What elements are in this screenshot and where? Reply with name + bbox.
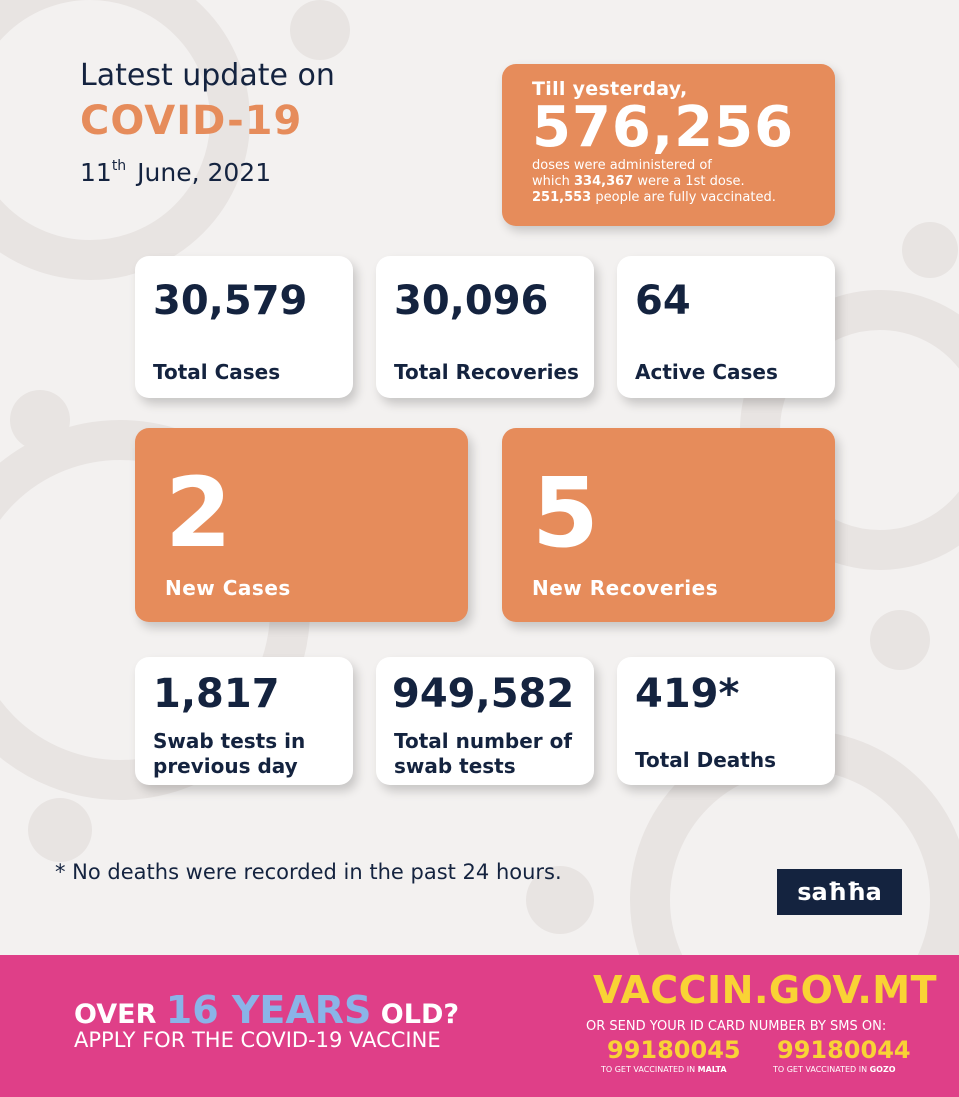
vaccination-line2-post: were a 1st dose. — [637, 174, 745, 189]
swab-total-label — [394, 729, 572, 779]
swab-total-value: 949,582 — [392, 671, 575, 717]
swab-prev-day-value: 1,817 — [153, 671, 280, 717]
active-cases-value: 64 — [635, 278, 691, 324]
banner-old: OLD? — [380, 999, 460, 1030]
date-suffix: th — [111, 158, 127, 174]
new-cases-card — [135, 428, 468, 622]
first-doses: 334,367 — [574, 174, 634, 189]
phone-malta-caption — [601, 1065, 727, 1074]
vaccine-site-link[interactable]: VACCIN.GOV.MT — [593, 968, 938, 1012]
gozo-caption-place: GOZO — [869, 1065, 896, 1074]
new-recoveries-card — [502, 428, 835, 622]
sahha-logo: saħħa — [777, 869, 902, 915]
banner-apply: APPLY FOR THE COVID-19 VACCINE — [74, 1028, 441, 1052]
total-recoveries-card — [376, 256, 594, 398]
swab-total-label-2: swab tests — [394, 754, 516, 778]
banner-sms-instructions: OR SEND YOUR ID CARD NUMBER BY SMS ON: — [586, 1019, 887, 1034]
title-covid: COVID-19 — [80, 98, 303, 144]
vaccination-line2-pre: which — [532, 174, 570, 189]
swab-total-label-1: Total number of — [394, 729, 573, 753]
malta-caption-pre: TO GET VACCINATED IN — [601, 1065, 696, 1074]
banner-years: 16 YEARS — [165, 988, 372, 1032]
vaccination-total-doses: 576,256 — [532, 95, 795, 160]
total-deaths-value: 419* — [635, 671, 740, 717]
total-recoveries-value: 30,096 — [394, 278, 549, 324]
new-recoveries-value: 5 — [532, 457, 599, 569]
malta-caption-place: MALTA — [697, 1065, 727, 1074]
swab-prev-day-card — [135, 657, 353, 785]
swab-prev-day-label — [153, 729, 305, 779]
swab-total-card — [376, 657, 594, 785]
deaths-footnote: * No deaths were recorded in the past 24 hours. — [55, 860, 562, 884]
vaccination-line1: doses were administered of — [532, 158, 712, 173]
phone-gozo: 99180044 — [777, 1036, 911, 1064]
update-date — [80, 158, 271, 187]
title-latest-update: Latest update on — [80, 58, 335, 93]
banner-over-16 — [74, 988, 459, 1032]
phone-malta: 99180045 — [607, 1036, 741, 1064]
total-recoveries-label: Total Recoveries — [394, 360, 579, 384]
gozo-caption-pre: TO GET VACCINATED IN — [773, 1065, 868, 1074]
vaccination-intro: Till yesterday, — [532, 78, 688, 100]
fully-vaccinated: 251,553 — [532, 190, 592, 205]
active-cases-label: Active Cases — [635, 360, 778, 384]
new-cases-value: 2 — [165, 457, 232, 569]
phone-gozo-caption — [773, 1065, 896, 1074]
vaccination-line3 — [532, 190, 835, 206]
total-deaths-card — [617, 657, 835, 785]
banner-over: OVER — [74, 999, 157, 1030]
total-cases-value: 30,579 — [153, 278, 308, 324]
swab-prev-day-label-1: Swab tests in — [153, 729, 306, 753]
vaccination-line3-post: people are fully vaccinated. — [595, 190, 776, 205]
total-cases-card — [135, 256, 353, 398]
new-cases-label: New Cases — [165, 576, 291, 600]
total-deaths-label: Total Deaths — [635, 748, 776, 772]
swab-prev-day-label-2: previous day — [153, 754, 298, 778]
date-day: 11 — [80, 158, 112, 187]
active-cases-card — [617, 256, 835, 398]
vaccination-card — [502, 64, 835, 226]
total-cases-label: Total Cases — [153, 360, 281, 384]
vaccination-line2 — [532, 174, 835, 190]
vaccination-details — [532, 158, 835, 206]
date-rest: June, 2021 — [137, 158, 272, 187]
new-recoveries-label: New Recoveries — [532, 576, 719, 600]
